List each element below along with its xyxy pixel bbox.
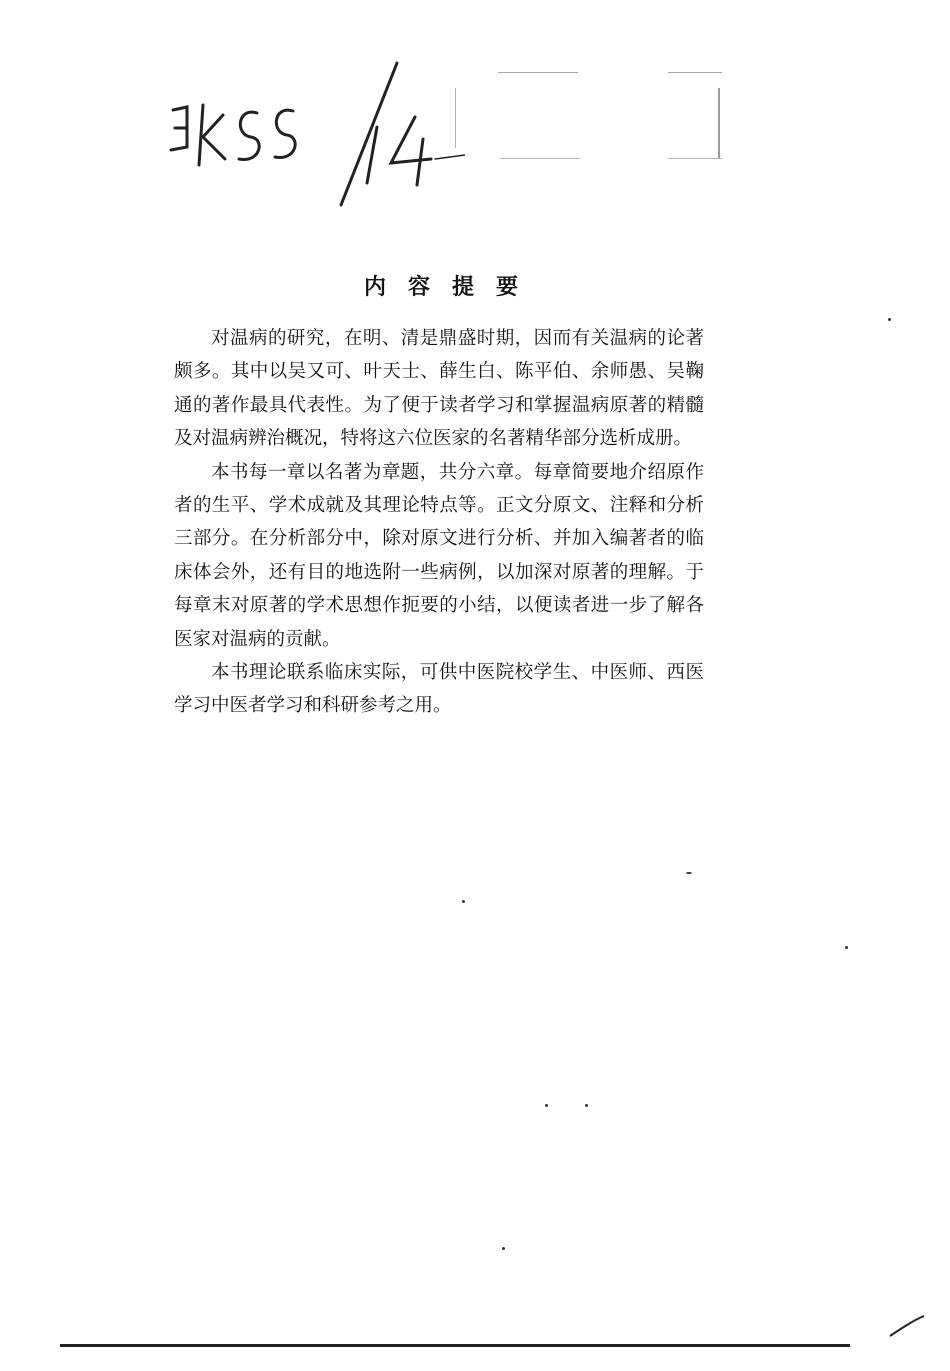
scan-speck — [498, 72, 578, 73]
scan-speck — [668, 72, 722, 73]
corner-mark — [888, 1310, 928, 1340]
scan-dot — [585, 1104, 588, 1107]
scan-dot — [888, 318, 891, 321]
scan-speck — [500, 158, 580, 159]
scan-speck — [718, 88, 720, 158]
page-title: 内容提要 — [363, 275, 540, 300]
paragraph-1: 对温病的研究，在明、清是鼎盛时期，因而有关温病的论著颇多。其中以吴又可、叶天士、薛生白、陈平伯、余师愚、吴鞠通的著作最具代表性。为了便于读者学习和掌握温病原著的精髓及对温病辨治概况，特将这六位医家的名著精华部分选析成册。 — [174, 328, 704, 450]
scan-dot — [462, 900, 465, 903]
scan-dot — [686, 872, 692, 874]
call-number-drawing — [165, 55, 465, 215]
scan-speck — [668, 158, 722, 159]
paragraph-3: 本书理论联系临床实际，可供中医院校学生、中医师、西医学习中医者学习和科研参考之用。 — [174, 662, 704, 717]
summary-body — [174, 322, 704, 723]
page-bottom-edge — [60, 1344, 850, 1347]
scan-dot — [845, 946, 848, 949]
scan-speck — [455, 88, 456, 148]
paragraph-2: 本书每一章以名著为章题，共分六章。每章简要地介绍原作者的生平、学术成就及其理论特点等。正文分原文、注释和分析三部分。在分析部分中，除对原文进行分析、并加入编著者的临床体会外，还有目的地选附一些病例，以加深对原著的理解。于每章末对原著的学术思想作扼要的小结，以便读者进一步了解各医家对温病的贡献。 — [174, 461, 704, 650]
scan-dot — [502, 1247, 505, 1250]
handwritten-call-number — [165, 55, 465, 215]
scan-dot — [545, 1104, 548, 1107]
